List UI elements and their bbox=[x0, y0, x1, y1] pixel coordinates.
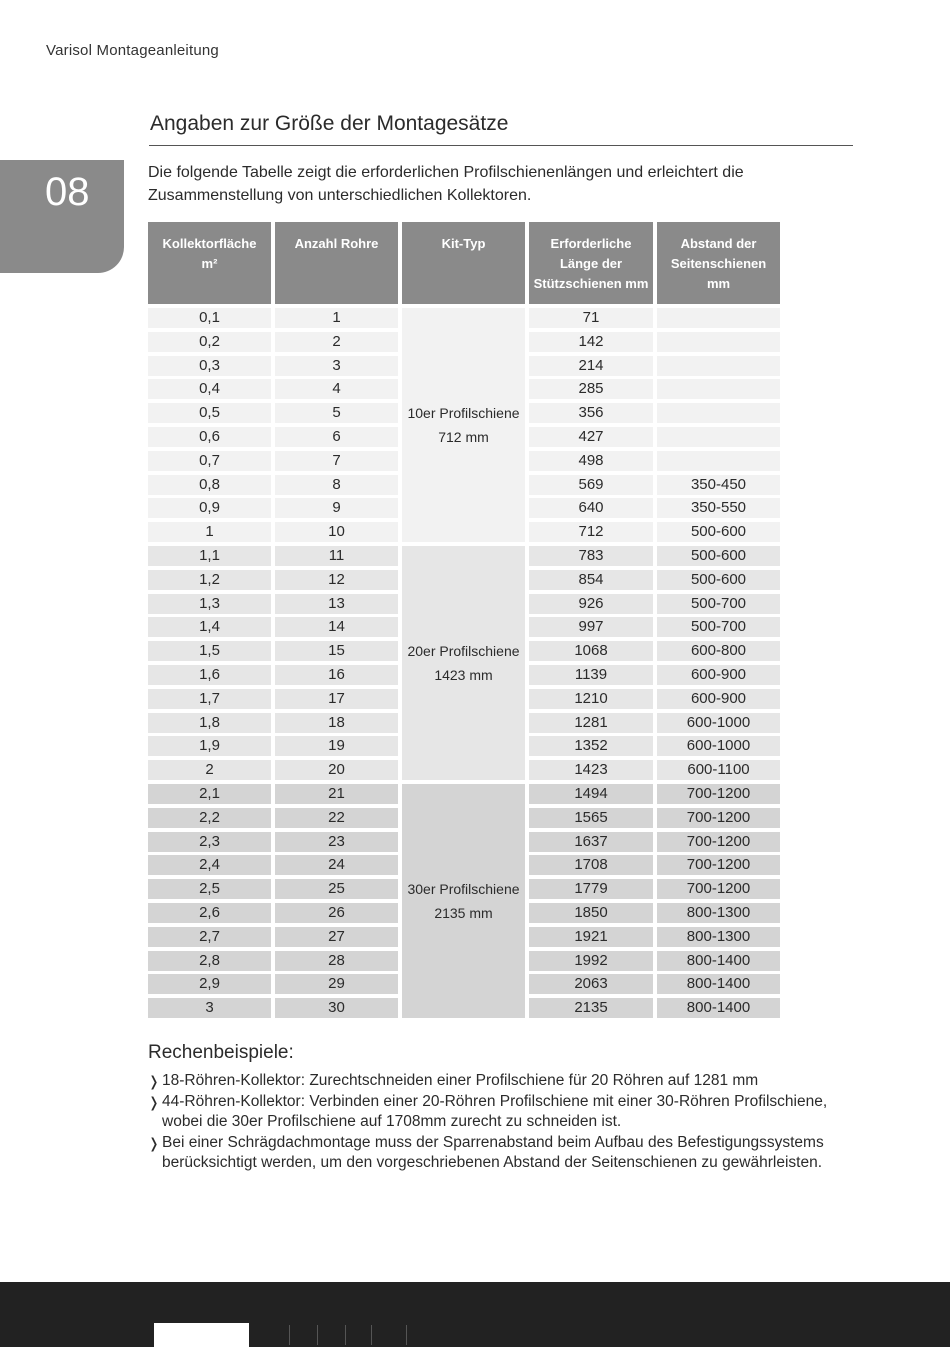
table-cell-length: 1352 bbox=[529, 736, 653, 756]
table-cell-tubes: 15 bbox=[275, 641, 398, 661]
table-cell-spacing bbox=[657, 427, 780, 447]
example-text: 44-Röhren-Kollektor: Verbinden einer 20-Röhren Profilschiene mit einer 30-Röhren Profilschiene, wobei die 30er Profilschiene auf 1708mm zurecht zu schneiden ist. bbox=[162, 1092, 828, 1130]
table-cell-tubes: 20 bbox=[275, 760, 398, 780]
header-cell-spacing bbox=[657, 222, 780, 304]
table-cell-area: 2,9 bbox=[148, 974, 271, 994]
table-cell-tubes: 26 bbox=[275, 903, 398, 923]
list-item bbox=[148, 1092, 828, 1133]
list-item bbox=[148, 1071, 828, 1092]
table-cell-area: 1,6 bbox=[148, 665, 271, 685]
table-cell-tubes: 8 bbox=[275, 475, 398, 495]
table-cell-tubes: 28 bbox=[275, 951, 398, 971]
table-cell-area: 0,4 bbox=[148, 379, 271, 399]
table-cell-spacing: 800-1400 bbox=[657, 998, 780, 1018]
table-cell-length: 71 bbox=[529, 308, 653, 328]
kit-type-line: 10er Profilschiene bbox=[407, 405, 520, 422]
table-cell-area: 2,4 bbox=[148, 855, 271, 875]
table-cell-length: 1139 bbox=[529, 665, 653, 685]
table-cell-area: 1,2 bbox=[148, 570, 271, 590]
table-cell-spacing: 500-600 bbox=[657, 546, 780, 566]
table-cell-spacing: 700-1200 bbox=[657, 879, 780, 899]
table-cell-spacing bbox=[657, 379, 780, 399]
table-cell-length: 854 bbox=[529, 570, 653, 590]
table-cell-area: 0,1 bbox=[148, 308, 271, 328]
table-cell-tubes: 17 bbox=[275, 689, 398, 709]
table-cell-area: 3 bbox=[148, 998, 271, 1018]
table-cell-tubes: 6 bbox=[275, 427, 398, 447]
table-cell-area: 1,9 bbox=[148, 736, 271, 756]
table-cell-tubes: 21 bbox=[275, 784, 398, 804]
table-cell-spacing: 600-900 bbox=[657, 665, 780, 685]
table-cell-spacing: 600-900 bbox=[657, 689, 780, 709]
table-cell-tubes: 23 bbox=[275, 832, 398, 852]
footer-bar bbox=[0, 1282, 950, 1347]
table-cell-area: 0,9 bbox=[148, 498, 271, 518]
list-item bbox=[148, 1133, 828, 1174]
examples-title: Rechenbeispiele: bbox=[148, 1042, 294, 1063]
table-cell-length: 2135 bbox=[529, 998, 653, 1018]
table-cell-spacing: 800-1400 bbox=[657, 974, 780, 994]
header-line: Seitenschienen bbox=[670, 256, 767, 271]
table-cell-area: 2,6 bbox=[148, 903, 271, 923]
table-cell-tubes: 30 bbox=[275, 998, 398, 1018]
table-cell-area: 1,4 bbox=[148, 617, 271, 637]
table-cell-length: 997 bbox=[529, 617, 653, 637]
bullet-icon: ❭ bbox=[148, 1134, 160, 1151]
table-cell-area: 1,1 bbox=[148, 546, 271, 566]
table-cell-area: 1,3 bbox=[148, 594, 271, 614]
table-cell-spacing: 800-1300 bbox=[657, 927, 780, 947]
example-text: Bei einer Schrägdachmontage muss der Sparrenabstand beim Aufbau des Befestigungssystems berücksichtigt werden, um den vorgeschriebenen Abstand der Seitenschienen zu gewährleisten. bbox=[162, 1133, 824, 1171]
header-line: Kit-Typ bbox=[441, 236, 486, 251]
table-cell-tubes: 27 bbox=[275, 927, 398, 947]
kit-type-line: 30er Profilschiene bbox=[407, 881, 520, 898]
table-cell-spacing: 700-1200 bbox=[657, 832, 780, 852]
table-cell-tubes: 19 bbox=[275, 736, 398, 756]
table-cell-length: 926 bbox=[529, 594, 653, 614]
table-cell-area: 2,1 bbox=[148, 784, 271, 804]
table-cell-length: 1921 bbox=[529, 927, 653, 947]
table-cell-length: 1708 bbox=[529, 855, 653, 875]
table-cell-tubes: 2 bbox=[275, 332, 398, 352]
footer-tick bbox=[371, 1325, 372, 1345]
table-cell-area: 1 bbox=[148, 522, 271, 542]
table-cell-tubes: 7 bbox=[275, 451, 398, 471]
header-line: m² bbox=[201, 256, 218, 271]
section-title: Angaben zur Größe der Montagesätze bbox=[149, 112, 853, 146]
header-line: mm bbox=[706, 276, 731, 291]
table-cell-length: 1779 bbox=[529, 879, 653, 899]
table-cell-area: 1,7 bbox=[148, 689, 271, 709]
table-cell-area: 1,8 bbox=[148, 713, 271, 733]
kit-type-line: 20er Profilschiene bbox=[407, 643, 520, 660]
table-cell-spacing: 350-550 bbox=[657, 498, 780, 518]
table-cell-spacing bbox=[657, 356, 780, 376]
table-cell-length: 1992 bbox=[529, 951, 653, 971]
table-cell-spacing bbox=[657, 403, 780, 423]
table-cell-spacing: 600-1100 bbox=[657, 760, 780, 780]
table-cell-length: 783 bbox=[529, 546, 653, 566]
table-cell-area: 2,3 bbox=[148, 832, 271, 852]
table-cell-length: 214 bbox=[529, 356, 653, 376]
table-cell-area: 0,2 bbox=[148, 332, 271, 352]
table-cell-length: 1850 bbox=[529, 903, 653, 923]
table-cell-tubes: 9 bbox=[275, 498, 398, 518]
table-cell-spacing bbox=[657, 451, 780, 471]
table-cell-spacing: 500-700 bbox=[657, 594, 780, 614]
table-cell-length: 1637 bbox=[529, 832, 653, 852]
footer-tick bbox=[345, 1325, 346, 1345]
table-cell-spacing bbox=[657, 308, 780, 328]
header-cell-length bbox=[529, 222, 653, 304]
table-cell-tubes: 18 bbox=[275, 713, 398, 733]
table-cell-spacing: 700-1200 bbox=[657, 855, 780, 875]
table-cell-length: 1068 bbox=[529, 641, 653, 661]
table-cell-area: 2,7 bbox=[148, 927, 271, 947]
table-cell-spacing: 350-450 bbox=[657, 475, 780, 495]
table-cell-length: 1210 bbox=[529, 689, 653, 709]
table-cell-tubes: 11 bbox=[275, 546, 398, 566]
header-line: Kollektorfläche bbox=[162, 236, 257, 251]
header-line: Länge der bbox=[559, 256, 623, 271]
table-cell-spacing bbox=[657, 332, 780, 352]
table-cell-area: 2,5 bbox=[148, 879, 271, 899]
table-cell-spacing: 500-600 bbox=[657, 522, 780, 542]
header-line: Anzahl Rohre bbox=[294, 236, 379, 251]
table-cell-length: 1423 bbox=[529, 760, 653, 780]
kit-type-line: 712 mm bbox=[438, 429, 489, 446]
table-cell-length: 640 bbox=[529, 498, 653, 518]
header-line: Erforderliche bbox=[550, 236, 632, 251]
table-cell-length: 569 bbox=[529, 475, 653, 495]
table-cell-length: 498 bbox=[529, 451, 653, 471]
table-cell-tubes: 3 bbox=[275, 356, 398, 376]
table-cell-spacing: 800-1400 bbox=[657, 951, 780, 971]
kit-type-cell bbox=[402, 546, 525, 780]
table-cell-spacing: 700-1200 bbox=[657, 808, 780, 828]
header-line: Stützschienen mm bbox=[533, 276, 649, 291]
table-cell-spacing: 600-800 bbox=[657, 641, 780, 661]
intro-text: Die folgende Tabelle zeigt die erforderlichen Profilschienenlängen und erleichtert die Zusammenstellung von unterschiedlichen Kollektoren. bbox=[148, 164, 744, 204]
table-cell-area: 0,8 bbox=[148, 475, 271, 495]
table-cell-length: 285 bbox=[529, 379, 653, 399]
table-cell-area: 0,7 bbox=[148, 451, 271, 471]
table-cell-tubes: 12 bbox=[275, 570, 398, 590]
table-cell-tubes: 22 bbox=[275, 808, 398, 828]
table-cell-area: 2,8 bbox=[148, 951, 271, 971]
table-cell-tubes: 13 bbox=[275, 594, 398, 614]
table-cell-spacing: 700-1200 bbox=[657, 784, 780, 804]
table-cell-tubes: 5 bbox=[275, 403, 398, 423]
table-cell-length: 712 bbox=[529, 522, 653, 542]
footer-tick bbox=[406, 1325, 407, 1345]
footer-tick bbox=[289, 1325, 290, 1345]
kit-type-line: 1423 mm bbox=[434, 667, 493, 684]
kit-type-cell bbox=[402, 308, 525, 542]
table-cell-tubes: 25 bbox=[275, 879, 398, 899]
example-text: 18-Röhren-Kollektor: Zurechtschneiden einer Profilschiene für 20 Röhren auf 1281 mm bbox=[162, 1072, 759, 1089]
kit-type-line: 2135 mm bbox=[434, 905, 493, 922]
table-cell-length: 356 bbox=[529, 403, 653, 423]
table-cell-tubes: 24 bbox=[275, 855, 398, 875]
header-cell-tubes bbox=[275, 222, 398, 304]
table-cell-tubes: 16 bbox=[275, 665, 398, 685]
table-cell-tubes: 14 bbox=[275, 617, 398, 637]
table-cell-length: 2063 bbox=[529, 974, 653, 994]
table-cell-spacing: 500-600 bbox=[657, 570, 780, 590]
table-cell-spacing: 600-1000 bbox=[657, 736, 780, 756]
table-cell-area: 1,5 bbox=[148, 641, 271, 661]
table-cell-area: 2 bbox=[148, 760, 271, 780]
table-cell-length: 427 bbox=[529, 427, 653, 447]
header-cell-area bbox=[148, 222, 271, 304]
document-header: Varisol Montageanleitung bbox=[46, 42, 219, 59]
chapter-number: 08 bbox=[45, 170, 90, 214]
table-cell-area: 2,2 bbox=[148, 808, 271, 828]
mounting-kit-table bbox=[148, 222, 780, 1020]
table-cell-length: 1281 bbox=[529, 713, 653, 733]
table-cell-tubes: 10 bbox=[275, 522, 398, 542]
table-cell-length: 142 bbox=[529, 332, 653, 352]
footer-tick bbox=[317, 1325, 318, 1345]
footer-block bbox=[154, 1323, 249, 1347]
table-cell-tubes: 4 bbox=[275, 379, 398, 399]
table-cell-area: 0,3 bbox=[148, 356, 271, 376]
table-cell-length: 1494 bbox=[529, 784, 653, 804]
table-cell-length: 1565 bbox=[529, 808, 653, 828]
table-cell-area: 0,5 bbox=[148, 403, 271, 423]
examples-list bbox=[148, 1071, 828, 1174]
kit-type-cell bbox=[402, 784, 525, 1018]
chapter-tab bbox=[0, 160, 124, 273]
table-cell-spacing: 800-1300 bbox=[657, 903, 780, 923]
bullet-icon: ❭ bbox=[148, 1073, 160, 1089]
table-cell-tubes: 29 bbox=[275, 974, 398, 994]
table-cell-spacing: 600-1000 bbox=[657, 713, 780, 733]
bullet-icon: ❭ bbox=[148, 1093, 160, 1110]
table-cell-spacing: 500-700 bbox=[657, 617, 780, 637]
table-cell-area: 0,6 bbox=[148, 427, 271, 447]
header-cell-kit bbox=[402, 222, 525, 304]
table-cell-tubes: 1 bbox=[275, 308, 398, 328]
header-line: Abstand der bbox=[680, 236, 757, 251]
